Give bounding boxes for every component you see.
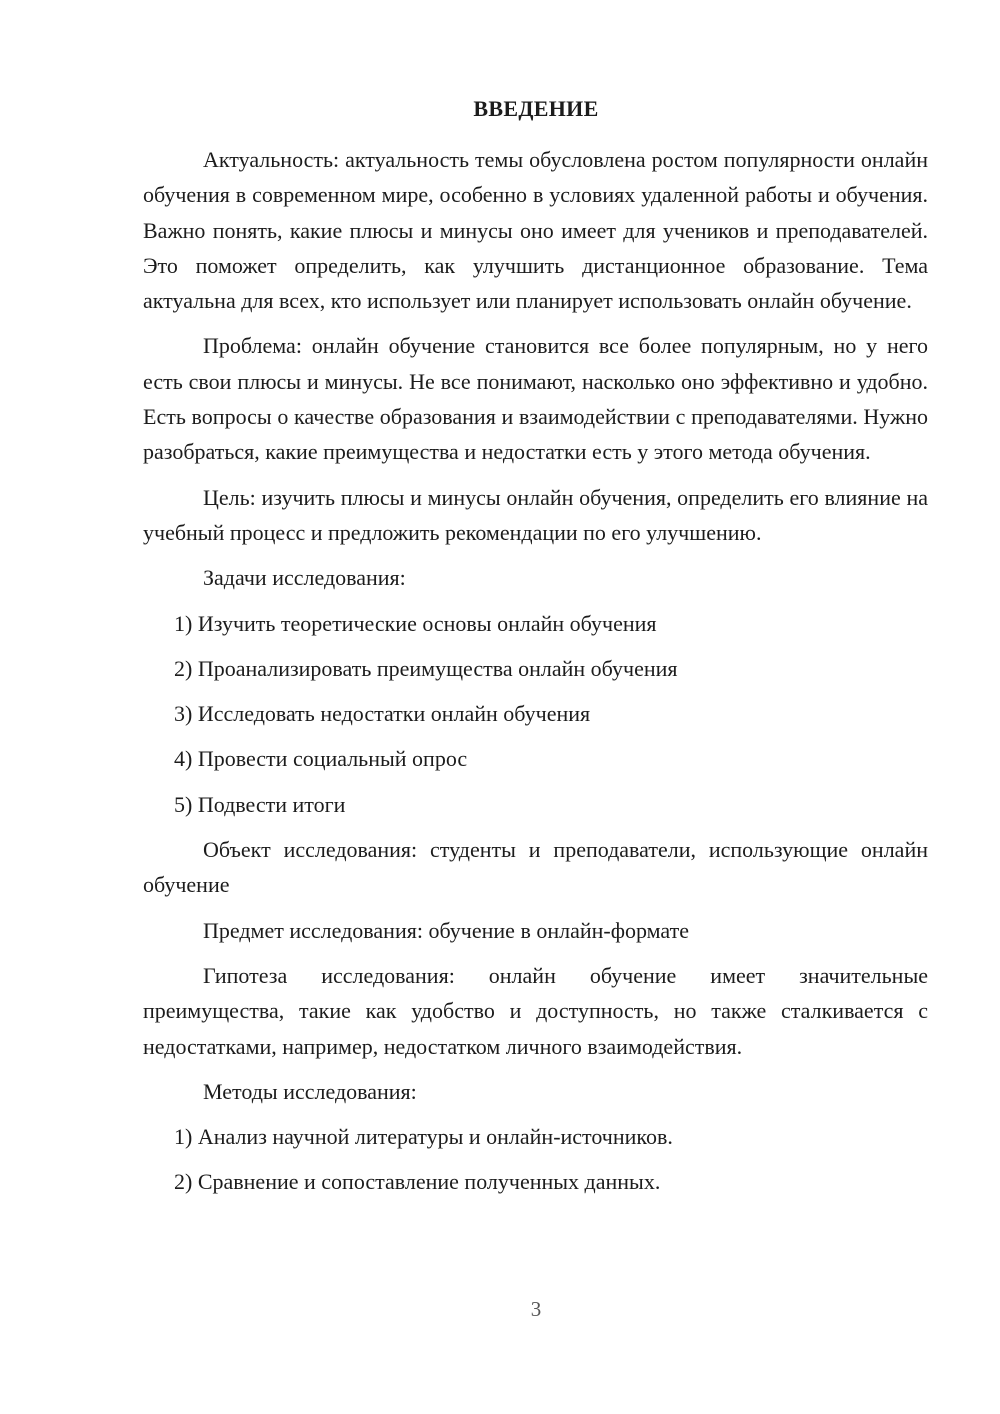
list-item: 1) Анализ научной литературы и онлайн-источников. <box>174 1124 673 1150</box>
list-item: 5) Подвести итоги <box>174 791 346 817</box>
goal-paragraph: Цель: изучить плюсы и минусы онлайн обучения, определить его влияние на учебный процесс и предложить рекомендации по его улучшению. <box>143 484 928 545</box>
list-item: 2) Проанализировать преимущества онлайн обучения <box>174 655 678 681</box>
list-item: 4) Провести социальный опрос <box>174 746 468 772</box>
methods-list <box>143 1119 928 1200</box>
page-title: ВВЕДЕНИЕ <box>473 96 599 121</box>
object-paragraph: Объект исследования: студенты и преподаватели, использующие онлайн обучение <box>143 837 928 898</box>
list-item: 3) Исследовать недостатки онлайн обучения <box>174 701 591 727</box>
tasks-heading: Задачи исследования: <box>203 565 406 591</box>
hypothesis-paragraph: Гипотеза исследования: онлайн обучение имеет значительные преимущества, такие как удобство и доступность, но также сталкивается с недостатками, например, недостатком личного взаимодействия. <box>143 962 928 1059</box>
subject-paragraph: Предмет исследования: обучение в онлайн-формате <box>203 917 689 943</box>
methods-heading: Методы исследования: <box>203 1078 417 1104</box>
list-item: 2) Сравнение и сопоставление полученных данных. <box>174 1169 661 1195</box>
tasks-list <box>143 606 928 822</box>
problem-paragraph: Проблема: онлайн обучение становится все более популярным, но у него есть свои плюсы и минусы. Не все понимают, насколько оно эффективно и удобно. Есть вопросы о качестве образования и взаимодействии с преподавателями. Нужно разобраться, какие преимущества и недостатки есть у этого метода обучения. <box>143 333 928 465</box>
list-item: 1) Изучить теоретические основы онлайн обучения <box>174 610 657 636</box>
page-number: 3 <box>530 1297 542 1321</box>
document-body <box>143 142 928 1210</box>
relevance-paragraph: Актуальность: актуальность темы обусловлена ростом популярности онлайн обучения в современном мире, особенно в условиях удаленной работы и обучения. Важно понять, какие плюсы и минусы оно имеет для учеников и преподавателей. Это поможет определить, как улучшить дистанционное образование. Тема актуальна для всех, кто использует или планирует использовать онлайн обучение. <box>143 147 928 314</box>
